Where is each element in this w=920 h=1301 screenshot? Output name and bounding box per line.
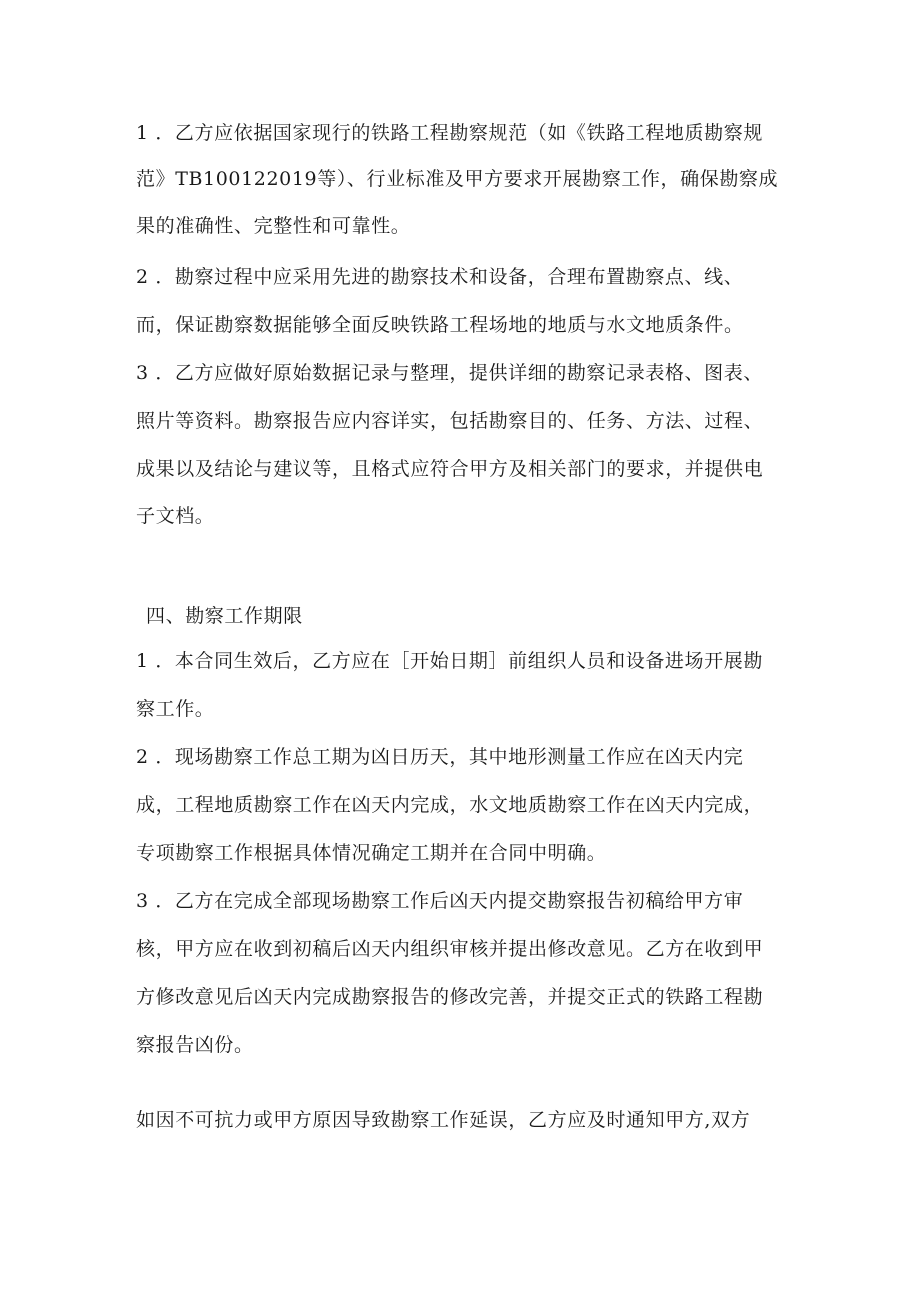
text-line: 3 ．乙方应做好原始数据记录与整理，提供详细的勘察记录表格、图表、 [136,362,763,384]
closing-paragraph: 如因不可抗力或甲方原因导致勘察工作延误，乙方应及时通知甲方,双方 [136,1109,751,1131]
text-line: 照片等资料。勘察报告应内容详实，包括勘察目的、任务、方法、过程、 [136,410,764,432]
text-line: 2 ．勘察过程中应采用先进的勘察技术和设备，合理布置勘察点、线、 [136,266,744,288]
text-line: 方修改意见后凶天内完成勘察报告的修改完善，并提交正式的铁路工程勘 [136,986,764,1008]
text-line: 子文档。 [136,505,215,527]
text-line: 成果以及结论与建议等，且格式应符合甲方及相关部门的要求，并提供电 [136,458,764,480]
text-line: 专项勘察工作根据具体情况确定工期并在合同中明确。 [136,842,607,864]
text-line: 成，工程地质勘察工作在凶天内完成，水文地质勘察工作在凶天内完成， [136,794,764,816]
text-line: 范》TB100122019等）、行业标准及甲方要求开展勘察工作，确保勘察成 [136,168,779,190]
text-line: 核，甲方应在收到初稿后凶天内组织审核并提出修改意见。乙方在收到甲 [136,938,764,960]
text-line: 而，保证勘察数据能够全面反映铁路工程场地的地质与水文地质条件。 [136,314,744,336]
text-line: 1 ．乙方应依据国家现行的铁路工程勘察规范（如《铁路工程地质勘察规 [136,122,763,144]
text-line: 察报告凶份。 [136,1034,254,1056]
text-line: 果的准确性、完整性和可靠性。 [136,215,411,237]
section-heading: 四、勘察工作期限 [146,605,303,627]
text-line: 察工作。 [136,698,215,720]
text-line: 2 ．现场勘察工作总工期为凶日历天，其中地形测量工作应在凶天内完 [136,746,744,768]
text-line: 3 ．乙方在完成全部现场勘察工作后凶天内提交勘察报告初稿给甲方审 [136,890,744,912]
text-line: 1 ．本合同生效后，乙方应在［开始日期］前组织人员和设备进场开展勘 [136,650,763,672]
